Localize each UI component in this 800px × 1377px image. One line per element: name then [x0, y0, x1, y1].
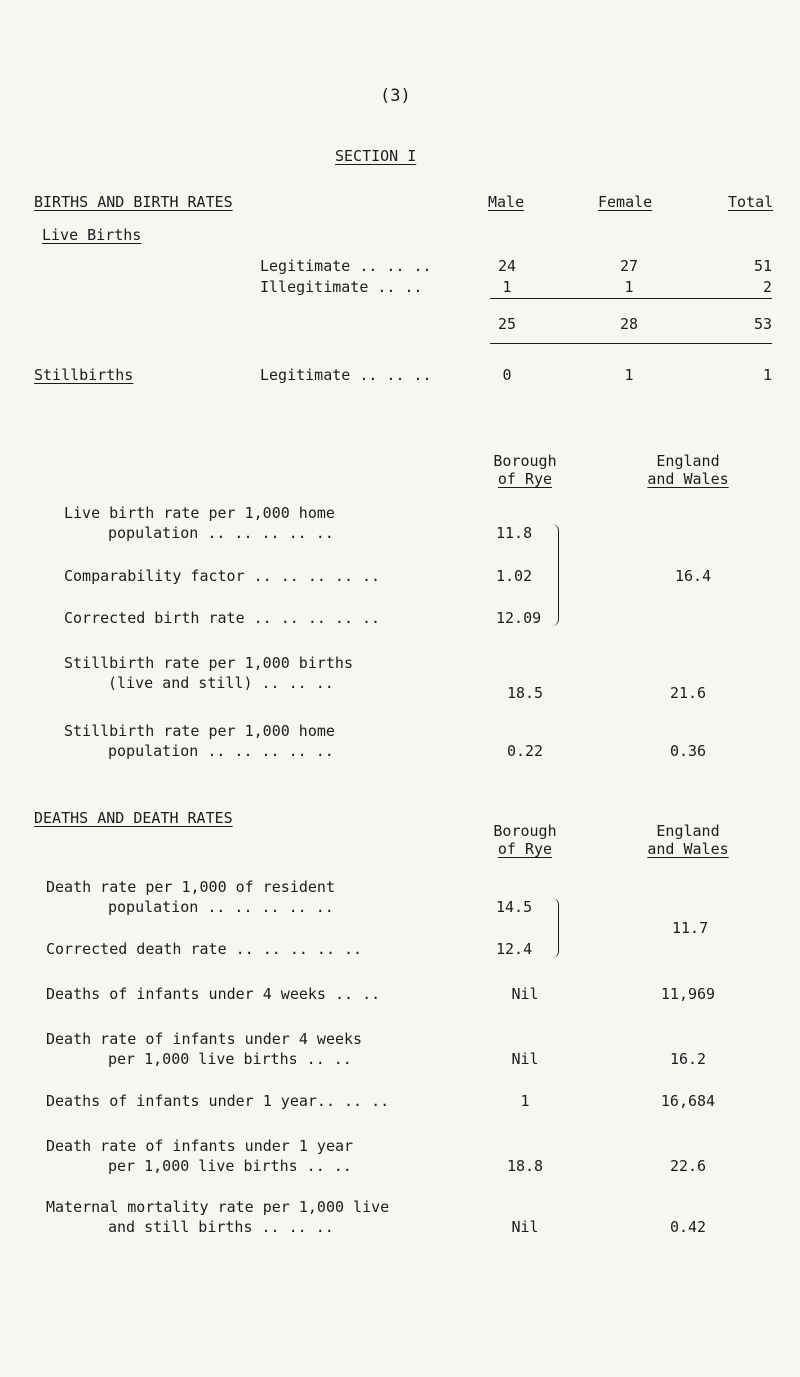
live-birth-rate-label-1: Live birth rate per 1,000 home [64, 504, 335, 522]
infant-rate-1yr-label-1: Death rate of infants under 1 year [46, 1137, 354, 1155]
infant-rate-1yr-borough: 18.8 [506, 1157, 544, 1175]
infant-deaths-1yr-borough: 1 [520, 1092, 530, 1110]
total-female: 28 [619, 315, 639, 333]
total-male: 25 [497, 315, 517, 333]
death-rate-brace [552, 898, 559, 958]
stillbirth-pop-rate-england: 0.36 [669, 742, 707, 760]
england-birth-rate: 16.4 [675, 567, 712, 585]
england-death-rate: 11.7 [672, 919, 709, 937]
stillbirths-male: 0 [502, 366, 512, 384]
comparability-borough: 1.02 [496, 567, 533, 585]
total-total: 53 [753, 315, 772, 333]
infant-deaths-4wk-label: Deaths of infants under 4 weeks .. .. [46, 985, 381, 1003]
illegitimate-female: 1 [624, 278, 634, 296]
br-england-header-2: and Wales [647, 470, 729, 488]
col-male-header: Male [488, 193, 525, 211]
infant-rate-4wk-england: 16.2 [669, 1050, 707, 1068]
legitimate-total: 51 [753, 257, 772, 275]
corrected-birth-rate-label: Corrected birth rate .. .. .. .. .. [64, 609, 381, 627]
stillbirth-rate-england: 21.6 [669, 684, 707, 702]
maternal-rate-england: 0.42 [669, 1218, 707, 1236]
maternal-rate-borough: Nil [511, 1218, 539, 1236]
stillbirth-pop-rate-label-2: population .. .. .. .. .. [108, 742, 334, 760]
infant-deaths-4wk-england: 11,969 [660, 985, 716, 1003]
illegitimate-male: 1 [502, 278, 512, 296]
illegitimate-total: 2 [762, 278, 772, 296]
maternal-rate-label-1: Maternal mortality rate per 1,000 live [46, 1198, 390, 1216]
death-rate-label-2: population .. .. .. .. .. [108, 898, 334, 916]
legitimate-label: Legitimate .. .. .. [260, 257, 432, 275]
dr-borough-header-2: of Rye [497, 840, 553, 858]
maternal-rate-label-2: and still births .. .. .. [108, 1218, 334, 1236]
live-birth-rate-label-2: population .. .. .. .. .. [108, 524, 334, 542]
col-female-header: Female [598, 193, 653, 211]
page-number: (3) [380, 86, 411, 106]
stillbirth-pop-rate-borough: 0.22 [506, 742, 544, 760]
stillbirth-rate-borough: 18.5 [506, 684, 544, 702]
infant-rate-1yr-label-2: per 1,000 live births .. .. [108, 1157, 352, 1175]
legitimate-male: 24 [497, 257, 517, 275]
deaths-heading: DEATHS AND DEATH RATES [34, 809, 233, 827]
section-title: SECTION I [335, 147, 417, 165]
births-heading: BIRTHS AND BIRTH RATES [34, 193, 233, 211]
br-borough-header-1: Borough [493, 452, 557, 470]
live-birth-rate-borough: 11.8 [496, 524, 533, 542]
dr-england-header-1: England [656, 822, 720, 840]
corrected-death-rate-label: Corrected death rate .. .. .. .. .. [46, 940, 363, 958]
subtotal-rule [490, 298, 772, 299]
corrected-death-rate-borough: 12.4 [496, 940, 533, 958]
birth-rate-brace [552, 524, 559, 626]
infant-deaths-1yr-england: 16,684 [660, 1092, 716, 1110]
stillbirth-rate-label-2: (live and still) .. .. .. [108, 674, 334, 692]
death-rate-borough: 14.5 [496, 898, 533, 916]
infant-rate-4wk-label-2: per 1,000 live births .. .. [108, 1050, 352, 1068]
br-borough-header-2: of Rye [497, 470, 553, 488]
infant-rate-4wk-borough: Nil [511, 1050, 539, 1068]
illegitimate-label: Illegitimate .. .. [260, 278, 423, 296]
infant-deaths-1yr-label: Deaths of infants under 1 year.. .. .. [46, 1092, 390, 1110]
infant-deaths-4wk-borough: Nil [511, 985, 539, 1003]
stillbirth-pop-rate-label-1: Stillbirth rate per 1,000 home [64, 722, 335, 740]
legitimate-female: 27 [619, 257, 639, 275]
stillbirths-legitimate-label: Legitimate .. .. .. [260, 366, 432, 384]
corrected-birth-rate-borough: 12.09 [496, 609, 542, 627]
infant-rate-4wk-label-1: Death rate of infants under 4 weeks [46, 1030, 363, 1048]
dr-england-header-2: and Wales [647, 840, 729, 858]
stillbirths-female: 1 [624, 366, 634, 384]
live-births-label: Live Births [42, 226, 142, 244]
dr-borough-header-1: Borough [493, 822, 557, 840]
col-total-header: Total [728, 193, 774, 211]
stillbirths-label: Stillbirths [34, 366, 134, 384]
infant-rate-1yr-england: 22.6 [669, 1157, 707, 1175]
death-rate-label-1: Death rate per 1,000 of resident [46, 878, 335, 896]
stillbirths-total: 1 [762, 366, 772, 384]
br-england-header-1: England [656, 452, 720, 470]
total-rule [490, 343, 772, 344]
stillbirth-rate-label-1: Stillbirth rate per 1,000 births [64, 654, 353, 672]
comparability-label: Comparability factor .. .. .. .. .. [64, 567, 381, 585]
